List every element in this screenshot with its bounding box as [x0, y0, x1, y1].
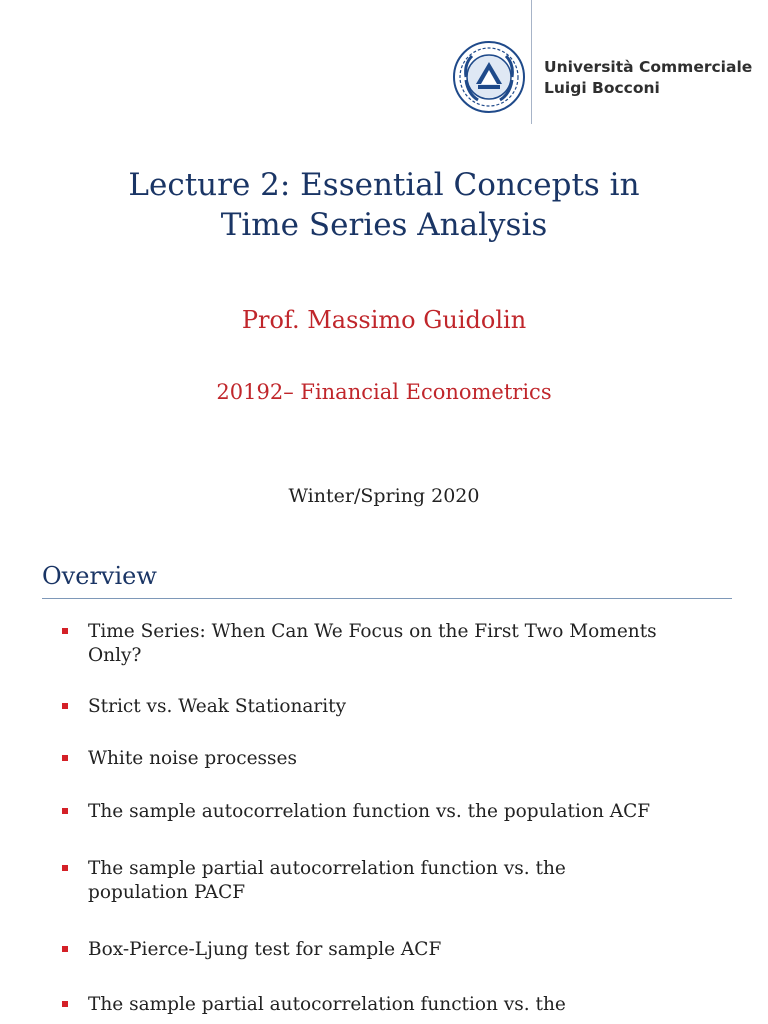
lecture-title [0, 165, 768, 245]
bullet-square-icon [62, 755, 68, 761]
list-item [62, 938, 742, 962]
overview-heading: Overview [42, 562, 157, 590]
overview-divider [42, 598, 732, 599]
university-name-line1: Università Commerciale [544, 58, 753, 76]
bullet-square-icon [62, 865, 68, 871]
list-item [62, 747, 742, 771]
lecture-title-line1: Lecture 2: Essential Concepts in [128, 167, 640, 203]
bullet-square-icon [62, 703, 68, 709]
list-item [62, 993, 742, 1017]
list-item-line2: Only? [88, 645, 142, 666]
lecture-title-line2: Time Series Analysis [220, 207, 548, 243]
list-item-line1: The sample partial autocorrelation function vs. the [88, 858, 566, 879]
list-item [62, 695, 742, 719]
professor-name: Prof. Massimo Guidolin [241, 306, 527, 334]
list-item-line1: Strict vs. Weak Stationarity [88, 696, 347, 717]
university-seal-icon [452, 40, 526, 114]
logo-divider [531, 0, 532, 124]
list-item-line1: Box-Pierce-Ljung test for sample ACF [88, 939, 442, 960]
university-name [544, 57, 752, 99]
list-item-line2: population PACF [88, 882, 246, 903]
bullet-square-icon [62, 946, 68, 952]
list-item-line1: The sample partial autocorrelation function vs. the [88, 994, 566, 1015]
term-label: Winter/Spring 2020 [288, 485, 480, 507]
university-name-line2: Luigi Bocconi [544, 79, 660, 97]
bullet-square-icon [62, 1001, 68, 1007]
course-name: 20192– Financial Econometrics [216, 380, 552, 404]
list-item [62, 800, 742, 824]
bullet-square-icon [62, 808, 68, 814]
list-item [62, 857, 742, 905]
list-item-line1: Time Series: When Can We Focus on the First Two Moments [88, 621, 657, 642]
list-item [62, 620, 742, 668]
list-item-line1: The sample autocorrelation function vs. the population ACF [88, 801, 651, 822]
list-item-line1: White noise processes [88, 748, 297, 769]
bullet-square-icon [62, 628, 68, 634]
